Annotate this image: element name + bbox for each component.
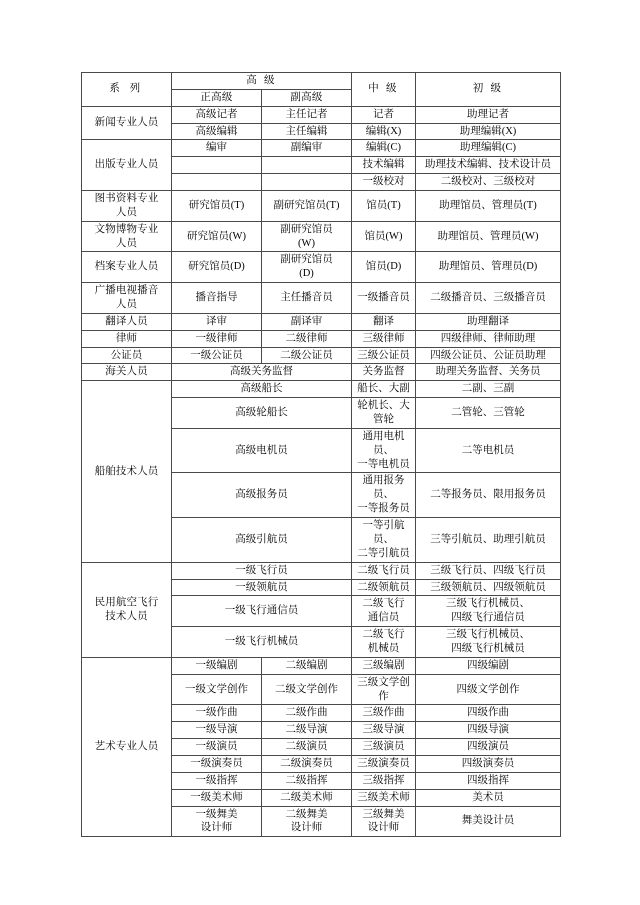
cell-middle: 二级领航员 (352, 579, 416, 596)
table-row (82, 252, 561, 283)
cell-senior-merged: 一级飞行机械员 (172, 627, 352, 658)
cell-senior-full: 一级律师 (172, 330, 262, 347)
cell-junior: 四级演奏员 (416, 755, 561, 772)
cell-senior-deputy: 二级公证员 (262, 347, 352, 364)
table-row (82, 313, 561, 330)
cell-senior-full (172, 174, 262, 191)
cell-senior-merged: 高级船长 (172, 381, 352, 398)
table-row (82, 562, 561, 579)
cell-middle: 三级作曲 (352, 705, 416, 722)
cell-junior: 四级律师、律师助理 (416, 330, 561, 347)
cell-junior: 助理翻译 (416, 313, 561, 330)
cell-senior-full: 一级文学创作 (172, 674, 262, 705)
cell-junior: 舞美设计员 (416, 806, 561, 837)
cell-senior-deputy: 二级编剧 (262, 657, 352, 674)
cell-senior-deputy: 副研究馆员 (W) (262, 221, 352, 252)
cell-junior: 助理记者 (416, 106, 561, 123)
table-header (82, 73, 561, 107)
cell-senior-deputy: 二级导演 (262, 722, 352, 739)
cell-junior: 美术员 (416, 789, 561, 806)
cell-senior-full: 高级编辑 (172, 123, 262, 140)
cell-middle: 三级文学创作 (352, 674, 416, 705)
series-name-cell: 律师 (82, 330, 172, 347)
cell-middle: 关务监督 (352, 364, 416, 381)
cell-senior-deputy: 副编审 (262, 140, 352, 157)
series-name-cell: 出版专业人员 (82, 140, 172, 191)
cell-middle: 三级演奏员 (352, 755, 416, 772)
table-row (82, 140, 561, 157)
cell-senior-full: 一级演奏员 (172, 755, 262, 772)
cell-junior: 三级飞行员、四级飞行员 (416, 562, 561, 579)
cell-junior: 助理关务监督、关务员 (416, 364, 561, 381)
header-senior-full: 正高级 (172, 89, 262, 106)
cell-senior-deputy: 二级指挥 (262, 772, 352, 789)
series-name-cell: 文物博物专业 人员 (82, 221, 172, 252)
cell-junior: 四级编剧 (416, 657, 561, 674)
cell-junior: 四级作曲 (416, 705, 561, 722)
cell-senior-merged: 高级轮船长 (172, 398, 352, 429)
cell-senior-merged: 高级电机员 (172, 428, 352, 473)
header-middle: 中 级 (352, 73, 416, 107)
cell-junior: 二副、三副 (416, 381, 561, 398)
cell-junior: 助理编辑(C) (416, 140, 561, 157)
cell-senior-deputy: 副研究馆员 (D) (262, 252, 352, 283)
table-row (82, 221, 561, 252)
cell-senior-full: 一级作曲 (172, 705, 262, 722)
cell-senior-full: 研究馆员(D) (172, 252, 262, 283)
grade-table-container (81, 72, 560, 837)
cell-middle: 技术编辑 (352, 157, 416, 174)
table-row (82, 657, 561, 674)
cell-middle: 二级飞行 通信员 (352, 596, 416, 627)
cell-junior: 二级播音员、三级播音员 (416, 283, 561, 314)
cell-senior-deputy: 二级律师 (262, 330, 352, 347)
cell-senior-full: 译审 (172, 313, 262, 330)
table-row (82, 106, 561, 123)
header-junior: 初 级 (416, 73, 561, 107)
series-name-cell: 档案专业人员 (82, 252, 172, 283)
cell-senior-deputy: 二级文学创作 (262, 674, 352, 705)
cell-middle: 通用报务员、 一等报务员 (352, 473, 416, 518)
cell-middle: 一等引航员、 二等引航员 (352, 518, 416, 563)
cell-senior-merged: 高级引航员 (172, 518, 352, 563)
cell-middle: 二级飞行员 (352, 562, 416, 579)
series-name-cell: 新闻专业人员 (82, 106, 172, 140)
cell-middle: 通用电机员、 一等电机员 (352, 428, 416, 473)
cell-junior: 四级导演 (416, 722, 561, 739)
cell-senior-full: 高级记者 (172, 106, 262, 123)
table-row (82, 381, 561, 398)
cell-senior-deputy: 二级演奏员 (262, 755, 352, 772)
table-row (82, 191, 561, 222)
cell-junior: 助理馆员、管理员(T) (416, 191, 561, 222)
cell-middle: 翻译 (352, 313, 416, 330)
professional-grade-table (81, 72, 561, 837)
cell-middle: 编辑(C) (352, 140, 416, 157)
cell-junior: 四级演员 (416, 739, 561, 756)
cell-senior-deputy: 主任记者 (262, 106, 352, 123)
cell-junior: 三级飞行机械员、 四级飞行通信员 (416, 596, 561, 627)
cell-junior: 二管轮、三管轮 (416, 398, 561, 429)
series-name-cell: 翻译人员 (82, 313, 172, 330)
cell-senior-deputy: 二级演员 (262, 739, 352, 756)
table-row (82, 330, 561, 347)
cell-senior-full: 播音指导 (172, 283, 262, 314)
cell-junior: 三级领航员、四级领航员 (416, 579, 561, 596)
cell-senior-deputy (262, 157, 352, 174)
cell-senior-full: 一级指挥 (172, 772, 262, 789)
header-senior-deputy: 副高级 (262, 89, 352, 106)
cell-senior-full: 一级导演 (172, 722, 262, 739)
table-row (82, 347, 561, 364)
cell-senior-merged: 一级领航员 (172, 579, 352, 596)
cell-senior-deputy: 主任编辑 (262, 123, 352, 140)
cell-senior-deputy: 副研究馆员(T) (262, 191, 352, 222)
cell-senior-full: 一级演员 (172, 739, 262, 756)
cell-senior-full: 研究馆员(W) (172, 221, 262, 252)
cell-middle: 编辑(X) (352, 123, 416, 140)
cell-junior: 四级文学创作 (416, 674, 561, 705)
cell-senior-merged: 高级报务员 (172, 473, 352, 518)
cell-senior-deputy: 副译审 (262, 313, 352, 330)
cell-junior: 助理馆员、管理员(D) (416, 252, 561, 283)
cell-senior-deputy: 二级作曲 (262, 705, 352, 722)
series-name-cell: 民用航空飞行 技术人员 (82, 562, 172, 657)
cell-senior-full: 一级编剧 (172, 657, 262, 674)
cell-senior-merged: 一级飞行通信员 (172, 596, 352, 627)
cell-middle: 三级指挥 (352, 772, 416, 789)
cell-middle: 馆员(W) (352, 221, 416, 252)
table-body (82, 106, 561, 837)
cell-middle: 轮机长、大管轮 (352, 398, 416, 429)
cell-middle: 船长、大副 (352, 381, 416, 398)
cell-senior-full: 研究馆员(T) (172, 191, 262, 222)
cell-middle: 记者 (352, 106, 416, 123)
cell-middle: 一级播音员 (352, 283, 416, 314)
cell-senior-deputy: 二级美术师 (262, 789, 352, 806)
header-row-top (82, 73, 561, 90)
cell-middle: 三级律师 (352, 330, 416, 347)
table-row (82, 283, 561, 314)
series-name-cell: 海关人员 (82, 364, 172, 381)
cell-junior: 助理技术编辑、技术设计员 (416, 157, 561, 174)
cell-junior: 助理馆员、管理员(W) (416, 221, 561, 252)
header-series: 系 列 (82, 73, 172, 107)
cell-senior-merged: 高级关务监督 (172, 364, 352, 381)
series-name-cell: 公证员 (82, 347, 172, 364)
cell-senior-full: 一级舞美 设计师 (172, 806, 262, 837)
series-name-cell: 船舶技术人员 (82, 381, 172, 562)
cell-junior: 二等电机员 (416, 428, 561, 473)
cell-senior-full: 编审 (172, 140, 262, 157)
cell-junior: 助理编辑(X) (416, 123, 561, 140)
cell-junior: 四级指挥 (416, 772, 561, 789)
cell-middle: 三级导演 (352, 722, 416, 739)
cell-junior: 四级公证员、公证员助理 (416, 347, 561, 364)
cell-senior-full: 一级公证员 (172, 347, 262, 364)
cell-senior-deputy (262, 174, 352, 191)
cell-senior-deputy: 二级舞美 设计师 (262, 806, 352, 837)
cell-middle: 二级飞行 机械员 (352, 627, 416, 658)
cell-senior-full: 一级美术师 (172, 789, 262, 806)
series-name-cell: 艺术专业人员 (82, 657, 172, 836)
cell-junior: 二等报务员、限用报务员 (416, 473, 561, 518)
cell-middle: 三级编剧 (352, 657, 416, 674)
cell-senior-deputy: 主任播音员 (262, 283, 352, 314)
cell-senior-full (172, 157, 262, 174)
cell-junior: 二级校对、三级校对 (416, 174, 561, 191)
cell-junior: 三等引航员、助理引航员 (416, 518, 561, 563)
series-name-cell: 图书资料专业 人员 (82, 191, 172, 222)
cell-middle: 馆员(D) (352, 252, 416, 283)
cell-middle: 三级公证员 (352, 347, 416, 364)
cell-middle: 馆员(T) (352, 191, 416, 222)
cell-senior-merged: 一级飞行员 (172, 562, 352, 579)
cell-junior: 三级飞行机械员、 四级飞行机械员 (416, 627, 561, 658)
series-name-cell: 广播电视播音 人员 (82, 283, 172, 314)
cell-middle: 三级演员 (352, 739, 416, 756)
cell-middle: 三级美术师 (352, 789, 416, 806)
cell-middle: 三级舞美 设计师 (352, 806, 416, 837)
cell-middle: 一级校对 (352, 174, 416, 191)
header-senior: 高 级 (172, 73, 352, 90)
table-row (82, 364, 561, 381)
